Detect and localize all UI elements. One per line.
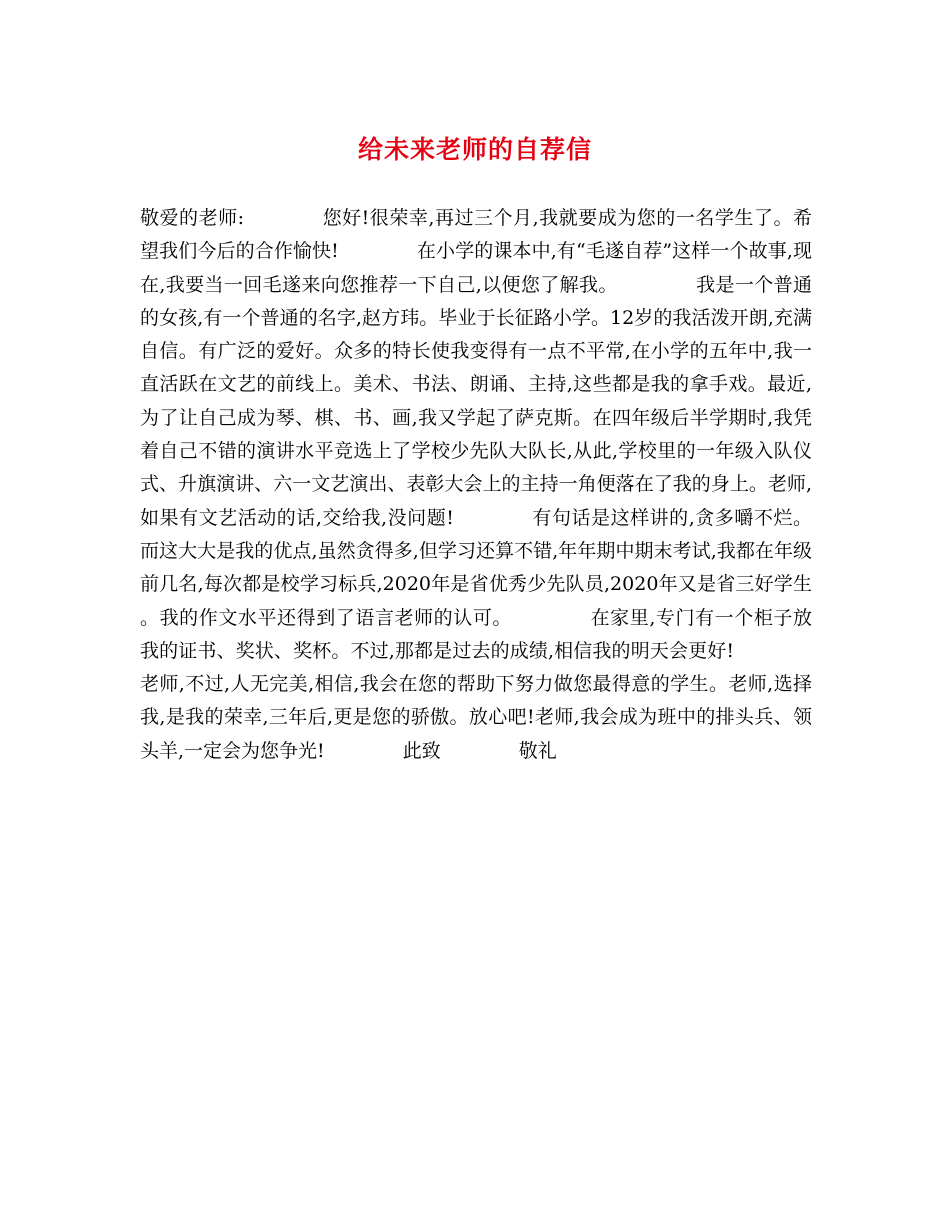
achievements-paragraph: 有句话是这样讲的,贪多嚼不烂。而这大大是我的优点,虽然贪得多,但学习还算不错,年年期中期末考试,我都在年级前几名,每次都是校学习标兵,2020年是省优秀少先队员,2020年又是省三好学生。我的作文水平还得到了语言老师的认可。 <box>140 506 812 629</box>
introduction-paragraph: 在小学的课本中,有“毛遂自荐”这样一个故事,现在,我要当一回毛遂来向您推荐一下自己,以便您了解我。 <box>140 240 812 296</box>
home-paragraph: 在家里,专门有一个柜子放我的证书、奖状、奖杯。不过,那都是过去的成绩,相信我的明天会更好! <box>140 606 812 662</box>
closing-paragraph: 老师,不过,人无完美,相信,我会在您的帮助下努力做您最得意的学生。老师,选择我,是我的荣幸,三年后,更是您的骄傲。放心吧!老师,我会成为班中的排头兵、领头羊,一定会为您争光! <box>140 673 812 762</box>
salutation: 敬爱的老师: <box>140 207 245 229</box>
greeting-paragraph: 您好!很荣幸,再过三个月,我就要成为您的一名学生了。希望我们今后的合作愉快! <box>140 207 813 263</box>
letter-body <box>140 202 812 768</box>
document-title: 给未来老师的自荐信 <box>357 135 592 164</box>
regards: 敬礼 <box>518 739 557 762</box>
closing-phrase: 此致 <box>402 739 441 762</box>
self-description-paragraph: 我是一个普通的女孩,有一个普通的名字,赵方玮。毕业于长征路小学。12岁的我活泼开朗,充满自信。有广泛的爱好。众多的特长使我变得有一点不平常,在小学的五年中,我一直活跃在文艺的前线上。美术、书法、朗诵、主持,这些都是我的拿手戏。最近,为了让自己成为琴、棋、书、画,我又学起了萨克斯。在四年级后半学期时,我凭着自己不错的演讲水平竞选上了学校少先队大队长,从此,学校里的一年级入队仪式、升旗演讲、六一文艺演出、表彰大会上的主持一角便落在了我的身上。老师,如果有文艺活动的话,交给我,没问题! <box>140 273 812 529</box>
